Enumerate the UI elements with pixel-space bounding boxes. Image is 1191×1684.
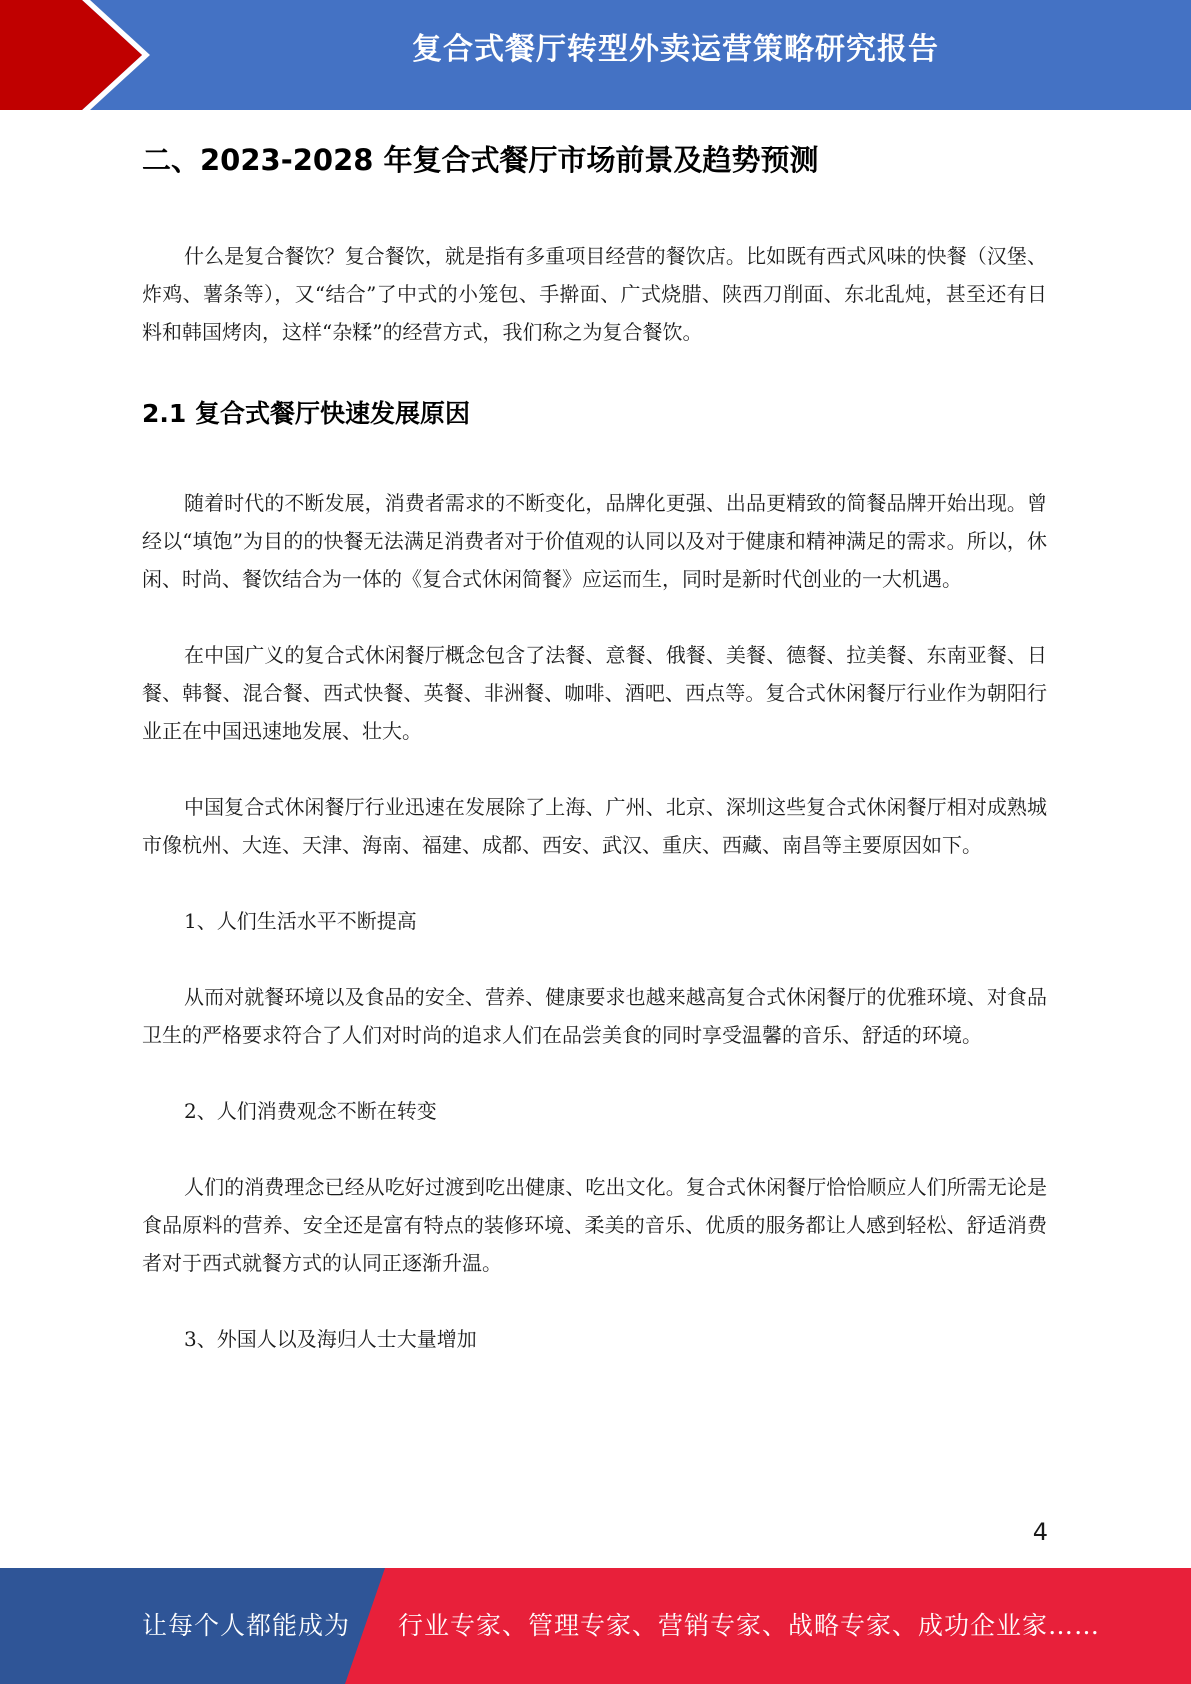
reason-1-title: 1、人们生活水平不断提高	[184, 909, 417, 933]
paragraph: 随着时代的不断发展，消费者需求的不断变化，品牌化更强、出品更精致的简餐品牌开始出现。曾经以“填饱”为目的的快餐无法满足消费者对于价值观的认同以及对于健康和精神满足的需求。所以，休闲、时尚、餐饮结合为一体的《复合式休闲简餐》应运而生，同时是新时代创业的一大机遇。	[142, 491, 1047, 591]
page-number: 4	[1032, 1518, 1048, 1546]
reason-1-text: 从而对就餐环境以及食品的安全、营养、健康要求也越来越高复合式休闲餐厅的优雅环境、对食品卫生的严格要求符合了人们对时尚的追求人们在品尝美食的同时享受温馨的音乐、舒适的环境。	[142, 985, 1047, 1047]
page-header	[0, 0, 1191, 110]
paragraph: 中国复合式休闲餐厅行业迅速在发展除了上海、广州、北京、深圳这些复合式休闲餐厅相对成熟城市像杭州、大连、天津、海南、福建、成都、西安、武汉、重庆、西藏、南昌等主要原因如下。	[142, 795, 1047, 857]
section-intro-paragraph: 什么是复合餐饮？复合餐饮，就是指有多重项目经营的餐饮店。比如既有西式风味的快餐（汉堡、炸鸡、薯条等），又“结合”了中式的小笼包、手擀面、广式烧腊、陕西刀削面、东北乱炖，甚至还有日料和韩国烤肉，这样“杂糅”的经营方式，我们称之为复合餐饮。	[142, 244, 1047, 344]
paragraph: 在中国广义的复合式休闲餐厅概念包含了法餐、意餐、俄餐、美餐、德餐、拉美餐、东南亚餐、日餐、韩餐、混合餐、西式快餐、英餐、非洲餐、咖啡、酒吧、西点等。复合式休闲餐厅行业作为朝阳行业正在中国迅速地发展、壮大。	[142, 643, 1047, 743]
reason-2-title: 2、人们消费观念不断在转变	[184, 1099, 437, 1123]
footer-slogan-left: 让每个人都能成为	[142, 1611, 351, 1640]
reason-2-text: 人们的消费理念已经从吃好过渡到吃出健康、吃出文化。复合式休闲餐厅恰恰顺应人们所需无论是食品原料的营养、安全还是富有特点的装修环境、柔美的音乐、优质的服务都让人感到轻松、舒适消费者对于西式就餐方式的认同正逐渐升温。	[142, 1175, 1047, 1275]
reason-3-title: 3、外国人以及海归人士大量增加	[184, 1327, 477, 1351]
page-footer	[0, 1568, 1191, 1684]
section-heading: 二、2023-2028 年复合式餐厅市场前景及趋势预测	[142, 143, 819, 177]
document-title: 复合式餐厅转型外卖运营策略研究报告	[412, 32, 939, 67]
document-body	[142, 138, 1047, 1396]
footer-slogan-right: 行业专家、管理专家、营销专家、战略专家、成功企业家……	[398, 1611, 1101, 1640]
subsection-heading: 2.1 复合式餐厅快速发展原因	[142, 399, 470, 428]
